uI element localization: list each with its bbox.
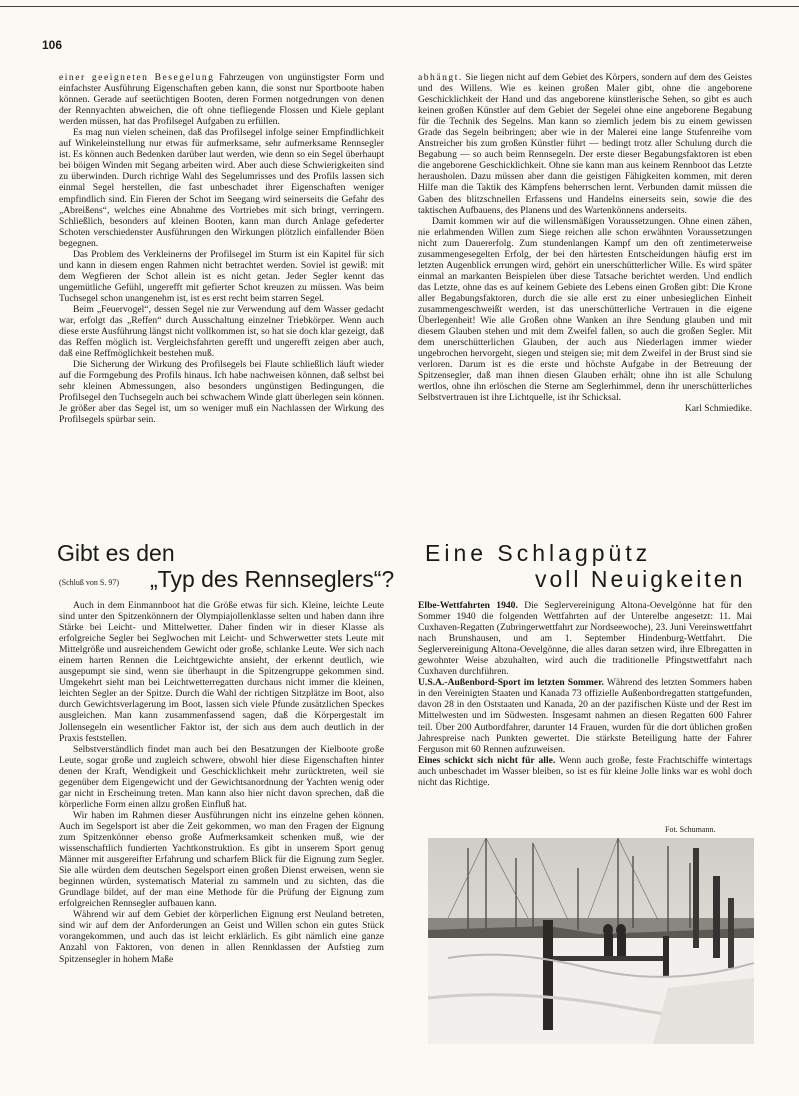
paragraph <box>59 744 384 810</box>
paragraph-text: Das Problem des Verkleinerns der Profilsegel im Sturm ist ein Kapitel für sich und kann in diesem engen Rahmen nicht betrachtet werden. Soviel ist gewiß: mit dem Wegfieren der Schot allein ist es nicht getan. Jeder Segler kennt das ungemütliche Gefühl, ungerefft mit gefierter Schot kreuzen zu müssen. Was beim Tuchsegel schon unangenehm ist, ist es erst recht beim starren Segel. <box>59 248 384 304</box>
paragraph <box>418 216 752 404</box>
paragraph-text: Während des letzten Sommers haben in den Vereinigten Staaten und Kanada 73 offizielle Außenbordregatten stattgefunden, davon 28 in den Oststaaten und Kanada, 20 an der pazifischen Küste und der Rest im Mittelwesten und im Südwesten. Insgesamt nahmen an diesen Regatten 600 Fahrer teil. Über 200 Autbordfahrer, darunter 14 Frauen, wurden für die dort üblichen großen Jahrespreise nach Punkten gewertet. Die stärkste Beteiligung hatte der Fahrer Ferguson mit 60 Rennen aufzuweisen. <box>418 677 752 755</box>
paragraph <box>418 677 752 754</box>
paragraph-text: Wir haben im Rahmen dieser Ausführungen nicht ins einzelne gehen können. Auch im Segelsport ist aber die Zeit gekommen, wo man den Fragen der Eignung zum Spitzenkönner ebenso große Aufmerksamkeit schenken muß, wie der wissenschaftlich fundierten Yachtkonstruktion. Es gibt in unserem Sport genug Männer mit ausgereifter Erfahrung und scharfem Blick für die Eignung zum Segler. Sie alle würden dem deutschen Segelsport einen großen Dienst erweisen, wenn sie beginnen würden, systematisch Material zu sammeln und zu sichten, das die Grundlage bildet, auf der man eine Methode für die Prüfung der Eignung zum erfolgreichen Rennsegler aufbauen kann. <box>59 809 384 910</box>
top-rule <box>0 6 799 7</box>
paragraph-text: Die Seglervereinigung Altona-Oevelgönne hat für den Sommer 1940 die folgenden Wettfahrten auf der Unterelbe angesetzt: 11. Mai Cuxhaven-Regatten (Zubringerwettfahrt zur Nordseewoche), 23. Juni Vereinswettfahrt nach Brunshausen, und am 1. September Hindenburg-Wettfahrt. Die Seglervereinigung Altona-Oevelgönne, die alles daran setzen wird, ihre Elbregatten in gewohnter Weise abzuhalten, wird auch die traditionelle Pfingstwettfahrt nach Cuxhaven durchführen. <box>418 600 752 678</box>
lead-in: U.S.A.-Außenbord-Sport im letzten Sommer. <box>418 677 604 689</box>
lead-in: abhängt. <box>418 72 463 83</box>
paragraph <box>59 600 384 744</box>
paragraph-text: Die Sicherung der Wirkung des Profilsegels bei Flaute schließlich läuft wieder auf die Formgebung des Profils hinaus. Ich habe nachweisen können, daß selbst bei sehr kleinen Abmessungen, also besonders ungünstigen Bedingungen, die Profilsegel den Tuchsegeln auch bei schwachem Winde glatt überlegen sein können. Je größer aber das Segel ist, um so weniger muß ein Nachlassen der Wirkung des Profilsegels spürbar sein. <box>59 359 384 426</box>
paragraph <box>59 127 384 249</box>
paragraph-text: Fahrzeugen von ungünstigster Form und einfachster Ausführung Eigenschaften geben kann, die sonst nur Sportboote haben können. Gerade auf seetüchtigen Booten, deren Formen notgedrungen von denen der Rennyachten abweichen, die oft ohne tiefliegende Flossen und Kiele geplant werden müssen, hat das Profilsegel Aufgaben zu erfüllen. <box>59 72 384 128</box>
paragraph-text: Sie liegen nicht auf dem Gebiet des Körpers, sondern auf dem des Geistes und des Willens. Wie es keinen großen Maler gibt, ohne die angeborene Geschicklichkeit der Hand und das angeborene künstlerische Sehen, so gibt es auch keinen großen Künstler auf dem Gebiet der Segelei ohne eine angeborene Begabung für die Technik des Segelns. Man kann so ziemlich jedem bis zu einem gewissen Grade das Segeln beibringen; aber wie in der Malerei eine lange Stufenreihe vom Anstreicher bis zum großen Künstler führt — bedingt trotz aller Schulung durch die Begabung — so auch beim Rennsegeln. Der erste dieser Begabungsfaktoren ist eben die angeborene Geschicklichkeit. Ohne sie kann man aus keinem Rennboot das Letzte herausholen. Dazu müssen aber dann die geistigen Fähigkeiten kommen, mit deren Hilfe man die Taktik des Kämpfens beherrschen lernt. Verbunden damit müssen die Gaben des blitzschnellen Erfassens und Handelns einerseits sein, sowie die des taktischen Aufbauens, des Planens und des Wartenkönnens anderseits. <box>418 72 752 216</box>
paragraph-text: Auch in dem Einmannboot hat die Größe etwas für sich. Kleine, leichte Leute sind unter den Spitzenkönnern der Olympiajollenklasse selten und haben dann ihre Stärke bei Leicht- und Mittelwetter. Daher finden wir in dieser Klasse als erfolgreiche Segler bei Seglwochen mit Leicht- und Schwerwetter stets Leute mit Mittelgröße und ausreichendem Gewicht oder große, schlanke Leute. Wer sich nach einem harten Rennen die Leichtgewichte ansieht, der erkennt deutlich, wie ausgepumpt sie sind, wenn sie überhaupt in die Spitzengruppe gekommen sind. Umgekehrt sieht man bei Leichtwetterregatten durchaus nicht immer die kleinen, leichten Segler an der Spitze. Durch die Wahl der richtigen Sitzplätze im Boot, also durch Gewichtsverlagerung im Boot, lassen sich viele Pfunde zusätzlichen Speckes ausgleichen. Man kann zusammenfassend sagen, daß die Körpergestalt im Jollensegeln ein wesentlicher Faktor ist, der sich aus dem auch deutlich in der Praxis feststellen. <box>59 600 384 744</box>
right-column-bottom <box>418 600 752 788</box>
lead-in: Elbe-Wettfahrten 1940. <box>418 600 518 611</box>
article-heading-line1: Gibt es den <box>57 540 175 566</box>
left-column-top <box>59 72 384 426</box>
paragraph <box>418 600 752 677</box>
paragraph-text: Wenn auch große, feste Frachtschiffe wintertags auch unbeschadet im Wasser bleiben, so ist es für kleine Jolle links war es wohl doch nicht das Richtige. <box>418 754 753 788</box>
paragraph <box>59 304 384 359</box>
paragraph-text: Damit kommen wir auf die willensmäßigen Voraussetzungen. Ohne einen zähen, nie erlahmenden Willen zum Siege reichen alle schon erwähnten Voraussetzungen nicht zum Dauererfolg. Zum stundenlangen Kampf um den oft zentimeterweise zusammengesegelten Erfolg, der bei den härtesten Entscheidungen häufig erst im letzten Augenblick errungen wird, gehört ein unerschütterlicher Wille. Es wird später einmal an markanten Beispielen über diese Tatsache berichtet werden. Und endlich das Letzte, ohne das es auf keinem Gebiete des Lebens einen Großen gibt: Die Krone aller Begabungsfaktoren, durch die sie alle erst zu einer unbesieglichen Einheit zusammengeschweißt werden, ist das unerschütterliche Vertrauen in die eigene Überlegenheit! Wie alle Großen ohne Wanken an ihre Sendung glauben und mit diesem Glauben stehen und mit dem Zweifel fallen, so auch die großen Segler. Mit dem unerschütterlichen Glauben, der auch aus Niederlagen immer wieder ungebrochen hervorgeht, siegen und steigen sie; mit dem Zweifel in der Brust sind sie verloren. Darum ist es die erste und höchste Aufgabe in der Betreuung der Spitzensegler, daß man ihnen diesen Glauben erhält; ohne ihn ist alle Schulung wertlos, ohne ihn erlöschen die Sterne am Seglerhimmel, denn ihr unerschütterliches Selbstvertrauen ist ihre Lichtquelle, ist ihr Schicksal. <box>418 215 752 404</box>
left-column-bottom <box>59 600 384 965</box>
right-column-top <box>418 72 752 414</box>
winter-harbor-photo <box>428 838 754 1044</box>
paragraph <box>59 909 384 964</box>
paragraph-text: Während wir auf dem Gebiet der körperlichen Eignung erst Neuland betreten, sind wir auf dem der Anforderungen an Geist und Willen schon ein gutes Stück vorangekommen, und auch das ist leicht erklärlich. Es gibt nämlich eine ganze Anzahl von Faktoren, von denen in allen Rennklassen der Aufstieg zum Spitzensegler in hohem Maße <box>59 909 384 965</box>
news-heading-line1: Eine Schlagpütz <box>425 540 652 566</box>
paragraph-text: Beim „Feuervogel“, dessen Segel nie zur Verwendung auf dem Wasser gedacht war, erfolgt das „Reffen“ durch Ausschaltung einzelner Triebkörper. Wenn auch diese erste Ausführung längst nicht vollkommen ist, so hat sie doch klar gezeigt, daß das Reffen möglich ist. Vergleichsfahrten gerefft und ungerefft zeigen aber auch, daß eine Reffmöglichkeit bestehen muß. <box>59 303 384 360</box>
paragraph <box>59 249 384 304</box>
photo-credit: Fot. Schumann. <box>665 825 716 834</box>
lead-in: einer geeigneten Besegelung <box>59 72 215 83</box>
paragraph-text: Selbstverständlich findet man auch bei den Besatzungen der Kielboote große Leute, sogar große und zugleich schwere, obwohl hier diese Eigenschaften hinter denen der Kraft, Wendigkeit und Geschicklichkeit mehr zurücktreten, weil sie gegenüber dem Eigengewicht und der Gewichtsanordnung der Yachten wenig oder gar nicht in Erscheinung treten. Man kann also hier nicht davon sprechen, daß die körperliche Form einen allzu großen Einfluß hat. <box>59 743 384 810</box>
continuation-note: (Schluß von S. 97) <box>59 578 119 587</box>
paragraph <box>59 810 384 909</box>
article-heading-line2: „Typ des Rennseglers“? <box>150 566 395 592</box>
paragraph <box>59 359 384 425</box>
lead-in: Eines schickt sich nicht für alle. <box>418 754 556 766</box>
paragraph <box>418 755 752 788</box>
paragraph <box>418 72 752 216</box>
paragraph-text: Es mag nun vielen scheinen, daß das Profilsegel infolge seiner Empfindlichkeit auf Winkeleinstellung nur etwas für aufmerksame, sehr aufmerksame Rennsegler ist. Es können auch Bedenken darüber laut werden, wie denn so ein Segel überhaupt bei böigen Winden mit Segang arbeiten wird. Aber auch diese Schwierigkeiten sind zu überwinden. Durch richtige Wahl des Segelumrisses und des Profils lassen sich einmal Segel herstellen, die fast unbeschadet ihrer Eigenschaften weniger empfindlich sind. Ein Fieren der Schot im Seegang wird seinerseits die Gefahr des „Abreißens“, welches eine Abnahme des Vortriebes mit sich bringt, verringern. Schließlich, besonders auf kleinen Booten, kann man durch Anlage gefederter Schoten verschiedenster Ausführungen den Wirkungen plötzlich einfallender Böen begegnen. <box>59 127 384 249</box>
news-heading-line2: voll Neuigkeiten <box>535 566 746 592</box>
author-signature: Karl Schmiedike. <box>684 403 752 415</box>
page-number: 106 <box>42 38 63 52</box>
paragraph <box>59 72 384 127</box>
